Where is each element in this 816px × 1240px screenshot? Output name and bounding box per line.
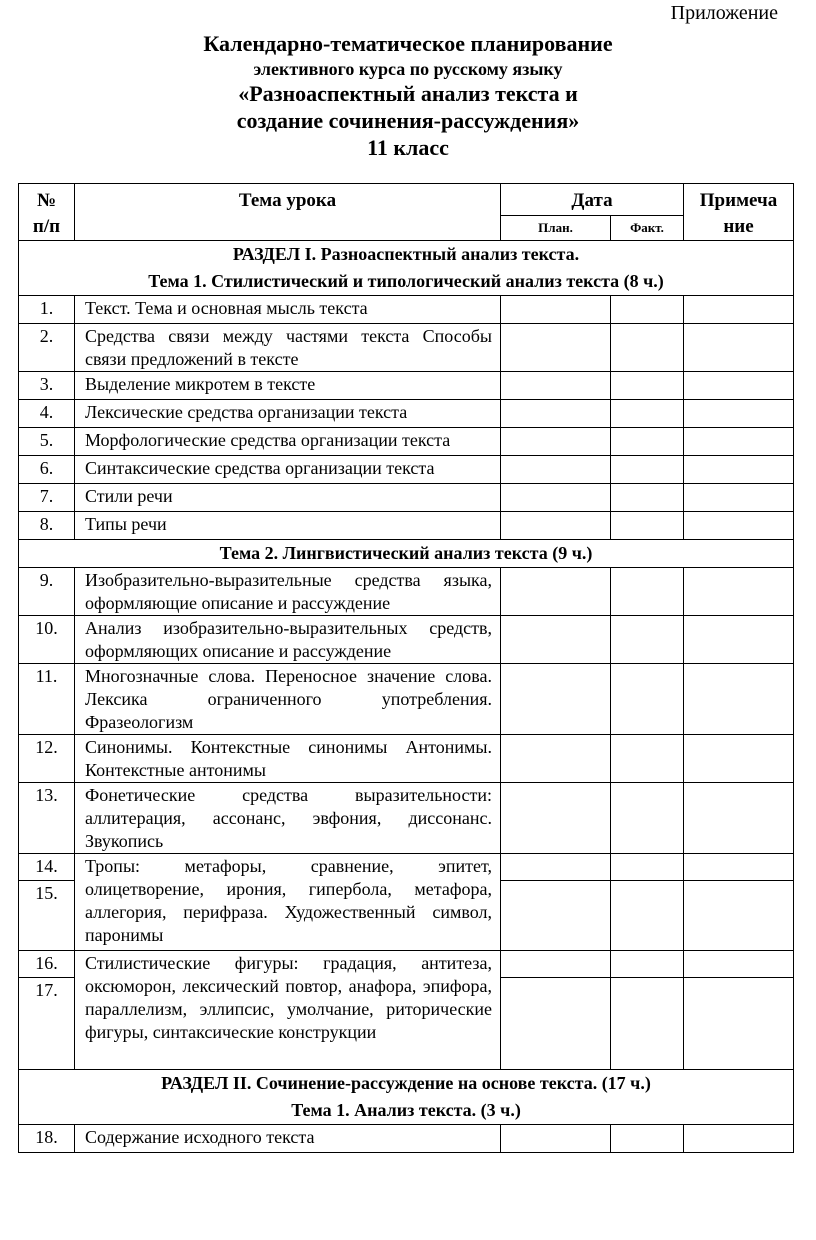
- row-note: [684, 783, 794, 854]
- row-plan: [501, 400, 611, 428]
- header-note-line2: ние: [723, 216, 754, 237]
- table-row: [19, 372, 794, 400]
- row-plan: [501, 296, 611, 324]
- title-line-1: Календарно-тематическое планирование: [203, 31, 613, 56]
- row-topic: Содержание исходного текста: [75, 1125, 501, 1153]
- row-topic: Морфологические средства организации текста: [75, 428, 501, 456]
- table-row: [19, 664, 794, 735]
- row-plan: [501, 881, 611, 951]
- table-row: [19, 951, 794, 978]
- row-note: [684, 978, 794, 1070]
- row-fact: [611, 783, 684, 854]
- row-num: 15.: [19, 881, 75, 951]
- row-num: 5.: [19, 428, 75, 456]
- title-line-4: создание сочинения-рассуждения»: [236, 108, 580, 133]
- row-note: [684, 456, 794, 484]
- row-plan: [501, 783, 611, 854]
- row-num: 4.: [19, 400, 75, 428]
- row-topic: Средства связи между частями текста Способы связи предложений в тексте: [75, 324, 501, 372]
- row-fact: [611, 951, 684, 978]
- section-2-title: РАЗДЕЛ II. Сочинение-рассуждение на основе текста. (17 ч.): [161, 1073, 651, 1093]
- row-note: [684, 1125, 794, 1153]
- row-fact: [611, 372, 684, 400]
- row-topic: Синтаксические средства организации текста: [75, 456, 501, 484]
- table-row: [19, 1125, 794, 1153]
- header-num-line1: №: [36, 190, 57, 211]
- row-plan: [501, 1125, 611, 1153]
- row-plan: [501, 951, 611, 978]
- table-row: [19, 324, 794, 372]
- row-plan: [501, 324, 611, 372]
- row-fact: [611, 456, 684, 484]
- table-row: [19, 400, 794, 428]
- row-topic: Стили речи: [75, 484, 501, 512]
- row-note: [684, 296, 794, 324]
- header-note: [684, 184, 794, 241]
- row-fact: [611, 854, 684, 881]
- row-note: [684, 400, 794, 428]
- row-plan: [501, 664, 611, 735]
- row-num: 6.: [19, 456, 75, 484]
- row-num: 16.: [19, 951, 75, 978]
- table-row: [19, 512, 794, 540]
- row-note: [684, 735, 794, 783]
- title-line-5: 11 класс: [367, 135, 449, 160]
- row-fact: [611, 616, 684, 664]
- row-num: 12.: [19, 735, 75, 783]
- row-topic: Анализ изобразительно-выразительных средств, оформляющих описание и рассуждение: [75, 616, 501, 664]
- title-line-2: элективного курса по русскому языку: [253, 59, 563, 79]
- row-plan: [501, 854, 611, 881]
- header-date: Дата: [501, 184, 684, 216]
- row-topic: Выделение микротем в тексте: [75, 372, 501, 400]
- header-topic: Тема урока: [75, 184, 501, 241]
- section-row: [19, 540, 794, 568]
- row-fact: [611, 512, 684, 540]
- header-note-line1: Примеча: [699, 190, 778, 211]
- row-topic: Текст. Тема и основная мысль текста: [75, 296, 501, 324]
- row-topic: Синонимы. Контекстные синонимы Антонимы. Контекстные антонимы: [75, 735, 501, 783]
- page-title-block: [0, 30, 816, 161]
- title-line-3: «Разноаспектный анализ текста и: [238, 81, 578, 106]
- section-row: [19, 1070, 794, 1125]
- row-plan: [501, 616, 611, 664]
- row-fact: [611, 568, 684, 616]
- section-2-theme-1: Тема 1. Анализ текста. (3 ч.): [291, 1100, 521, 1120]
- row-topic: Тропы: метафоры, сравнение, эпитет, олицетворение, ирония, гипербола, метафора, аллегория, перифраза. Художественный символ, паронимы: [75, 854, 501, 951]
- row-num: 17.: [19, 978, 75, 1070]
- row-plan: [501, 484, 611, 512]
- row-note: [684, 881, 794, 951]
- row-fact: [611, 881, 684, 951]
- row-num: 3.: [19, 372, 75, 400]
- row-fact: [611, 735, 684, 783]
- row-note: [684, 664, 794, 735]
- header-num: [19, 184, 75, 241]
- row-fact: [611, 428, 684, 456]
- row-num: 13.: [19, 783, 75, 854]
- row-note: [684, 951, 794, 978]
- row-topic: Изобразительно-выразительные средства языка, оформляющие описание и рассуждение: [75, 568, 501, 616]
- table-row: [19, 735, 794, 783]
- header-num-line2: п/п: [32, 216, 61, 237]
- section-1-title: РАЗДЕЛ I. Разноаспектный анализ текста.: [232, 244, 580, 264]
- row-fact: [611, 324, 684, 372]
- row-num: 10.: [19, 616, 75, 664]
- row-note: [684, 568, 794, 616]
- row-num: 7.: [19, 484, 75, 512]
- row-plan: [501, 512, 611, 540]
- row-fact: [611, 978, 684, 1070]
- row-fact: [611, 296, 684, 324]
- row-num: 8.: [19, 512, 75, 540]
- table-row: [19, 783, 794, 854]
- row-topic: Типы речи: [75, 512, 501, 540]
- section-row: [19, 241, 794, 296]
- header-plan: План.: [501, 215, 611, 240]
- table-row: [19, 456, 794, 484]
- table-row: [19, 568, 794, 616]
- row-note: [684, 484, 794, 512]
- row-num: 2.: [19, 324, 75, 372]
- section-2-heading: [19, 1070, 794, 1125]
- row-topic: Лексические средства организации текста: [75, 400, 501, 428]
- row-fact: [611, 664, 684, 735]
- row-plan: [501, 372, 611, 400]
- table-row: [19, 428, 794, 456]
- table-row: [19, 616, 794, 664]
- row-plan: [501, 735, 611, 783]
- row-note: [684, 428, 794, 456]
- section-1-theme-1: Тема 1. Стилистический и типологический анализ текста (8 ч.): [148, 271, 664, 291]
- row-num: 14.: [19, 854, 75, 881]
- section-1-theme-2: Тема 2. Лингвистический анализ текста (9 ч.): [19, 540, 794, 568]
- row-note: [684, 854, 794, 881]
- row-plan: [501, 978, 611, 1070]
- row-note: [684, 512, 794, 540]
- row-num: 18.: [19, 1125, 75, 1153]
- row-fact: [611, 400, 684, 428]
- appendix-label: Приложение: [670, 2, 778, 24]
- header-row: [19, 184, 794, 216]
- row-fact: [611, 1125, 684, 1153]
- planning-table: [18, 183, 794, 1153]
- header-fact: Факт.: [611, 215, 684, 240]
- row-fact: [611, 484, 684, 512]
- row-topic: Стилистические фигуры: градация, антитеза, оксюморон, лексический повтор, анафора, эпифора, параллелизм, эллипсис, умолчание, риторические фигуры, синтаксические конструкции: [75, 951, 501, 1070]
- row-note: [684, 616, 794, 664]
- row-plan: [501, 456, 611, 484]
- row-note: [684, 324, 794, 372]
- row-num: 11.: [19, 664, 75, 735]
- row-topic: Многозначные слова. Переносное значение слова. Лексика ограниченного употребления. Фразеологизм: [75, 664, 501, 735]
- row-topic: Фонетические средства выразительности: аллитерация, ассонанс, эвфония, диссонанс. Звукопись: [75, 783, 501, 854]
- row-num: 9.: [19, 568, 75, 616]
- row-plan: [501, 568, 611, 616]
- table-row: [19, 296, 794, 324]
- row-num: 1.: [19, 296, 75, 324]
- section-1-heading: [19, 241, 794, 296]
- row-note: [684, 372, 794, 400]
- row-plan: [501, 428, 611, 456]
- table-row: [19, 484, 794, 512]
- table-row: [19, 854, 794, 881]
